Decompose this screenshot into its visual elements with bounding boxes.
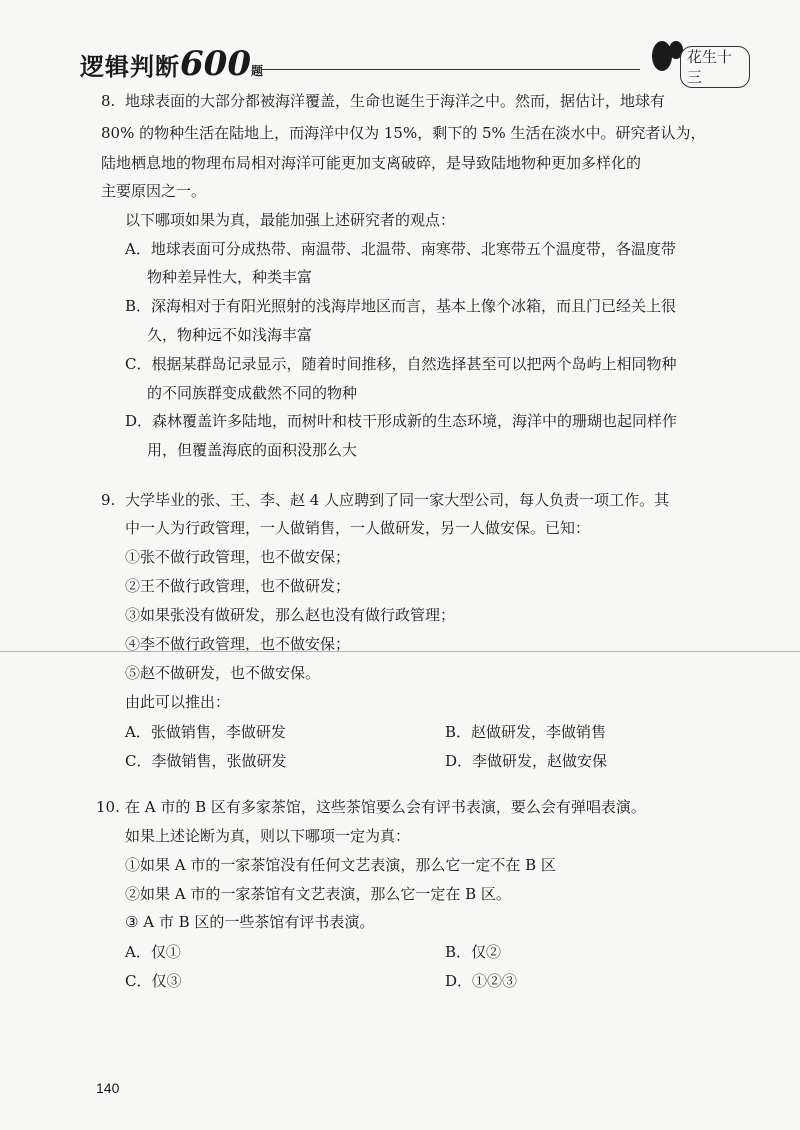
q8-option-b: B．深海相对于有阳光照射的浅海岸地区而言，基本上像个冰箱，而且门已经关上很 xyxy=(125,297,677,315)
q10-question: 如果上述论断为真，则以下哪项一定为真： xyxy=(125,827,411,845)
q8-option-c-cont: 的不同族群变成截然不同的物种 xyxy=(147,384,358,402)
q8-stem-line-3: 陆地栖息地的物理布局相对海洋可能更加支离破碎，是导致陆地物种更加多样化的 xyxy=(101,154,642,172)
q10-statement-1: ①如果 A 市的一家茶馆没有任何文艺表演，那么它一定不在 B 区 xyxy=(125,856,556,874)
q9-option-a: A．张做销售，李做研发 xyxy=(125,723,286,741)
q9-question: 由此可以推出： xyxy=(125,693,231,711)
q8-option-b-cont: 久，物种远不如浅海丰富 xyxy=(147,326,313,344)
q9-option-d: D．李做研发，赵做安保 xyxy=(445,752,608,770)
q9-condition-3: ③如果张没有做研发，那么赵也没有做行政管理； xyxy=(125,606,456,624)
q9-condition-2: ②王不做行政管理，也不做研发； xyxy=(125,577,351,595)
q8-option-a-cont: 物种差异性大，种类丰富 xyxy=(147,268,313,286)
book-title xyxy=(80,44,264,84)
q8-stem-line-1: 地球表面的大部分都被海洋覆盖，生命也诞生于海洋之中。然而，据估计，地球有 xyxy=(125,92,666,110)
q10-option-b: B．仅② xyxy=(445,943,502,961)
q9-stem-line-1: 大学毕业的张、王、李、赵 4 人应聘到了同一家大型公司，每人负责一项工作。其 xyxy=(125,491,670,509)
q9-condition-1: ①张不做行政管理，也不做安保； xyxy=(125,548,351,566)
q8-number: 8. xyxy=(101,92,116,110)
q9-stem-line-2: 中一人为行政管理，一人做销售，一人做研发，另一人做安保。已知： xyxy=(125,519,591,537)
scan-fold-line xyxy=(0,651,800,652)
q9-condition-4: ④李不做行政管理，也不做安保； xyxy=(125,635,351,653)
brand-text: 花生十三 xyxy=(680,46,750,88)
book-title-prefix: 逻辑判断 xyxy=(80,52,180,81)
q10-stem: 在 A 市的 B 区有多家茶馆，这些茶馆要么会有评书表演，要么会有弹唱表演。 xyxy=(125,798,646,816)
q9-option-c: C．李做销售，张做研发 xyxy=(125,752,287,770)
q8-option-d: D．森林覆盖许多陆地，而树叶和枝干形成新的生态环境，海洋中的珊瑚也起同样作 xyxy=(125,412,678,430)
q10-statement-3: ③ A 市 B 区的一些茶馆有评书表演。 xyxy=(125,913,375,931)
q10-option-d: D．①②③ xyxy=(445,972,518,990)
q8-option-d-cont: 用，但覆盖海底的面积没那么大 xyxy=(147,441,358,459)
q8-option-a: A．地球表面可分成热带、南温带、北温带、南寒带、北寒带五个温度带，各温度带 xyxy=(125,240,676,258)
page-header xyxy=(80,38,750,86)
q8-stem-line-4: 主要原因之一。 xyxy=(101,182,207,200)
q8-question: 以下哪项如果为真，最能加强上述研究者的观点： xyxy=(125,211,456,229)
q9-condition-5: ⑤赵不做研发，也不做安保。 xyxy=(125,664,321,682)
q10-statement-2: ②如果 A 市的一家茶馆有文艺表演，那么它一定在 B 区。 xyxy=(125,885,511,903)
book-title-number: 600 xyxy=(180,44,251,84)
brand-badge xyxy=(642,40,750,86)
book-title-suffix: 题 xyxy=(250,64,264,78)
q9-number: 9. xyxy=(101,491,116,509)
header-rule xyxy=(262,69,640,70)
q8-option-c: C．根据某群岛记录显示，随着时间推移，自然选择甚至可以把两个岛屿上相同物种 xyxy=(125,355,677,373)
q9-option-b: B．赵做研发，李做销售 xyxy=(445,723,607,741)
q10-option-a: A．仅① xyxy=(125,943,181,961)
q10-number: 10. xyxy=(96,798,120,816)
q10-option-c: C．仅③ xyxy=(125,972,182,990)
q8-stem-line-2: 80% 的物种生活在陆地上，而海洋中仅为 15%，剩下的 5% 生活在淡水中。研究者认为， xyxy=(101,124,706,142)
page-number: 140 xyxy=(96,1080,120,1096)
